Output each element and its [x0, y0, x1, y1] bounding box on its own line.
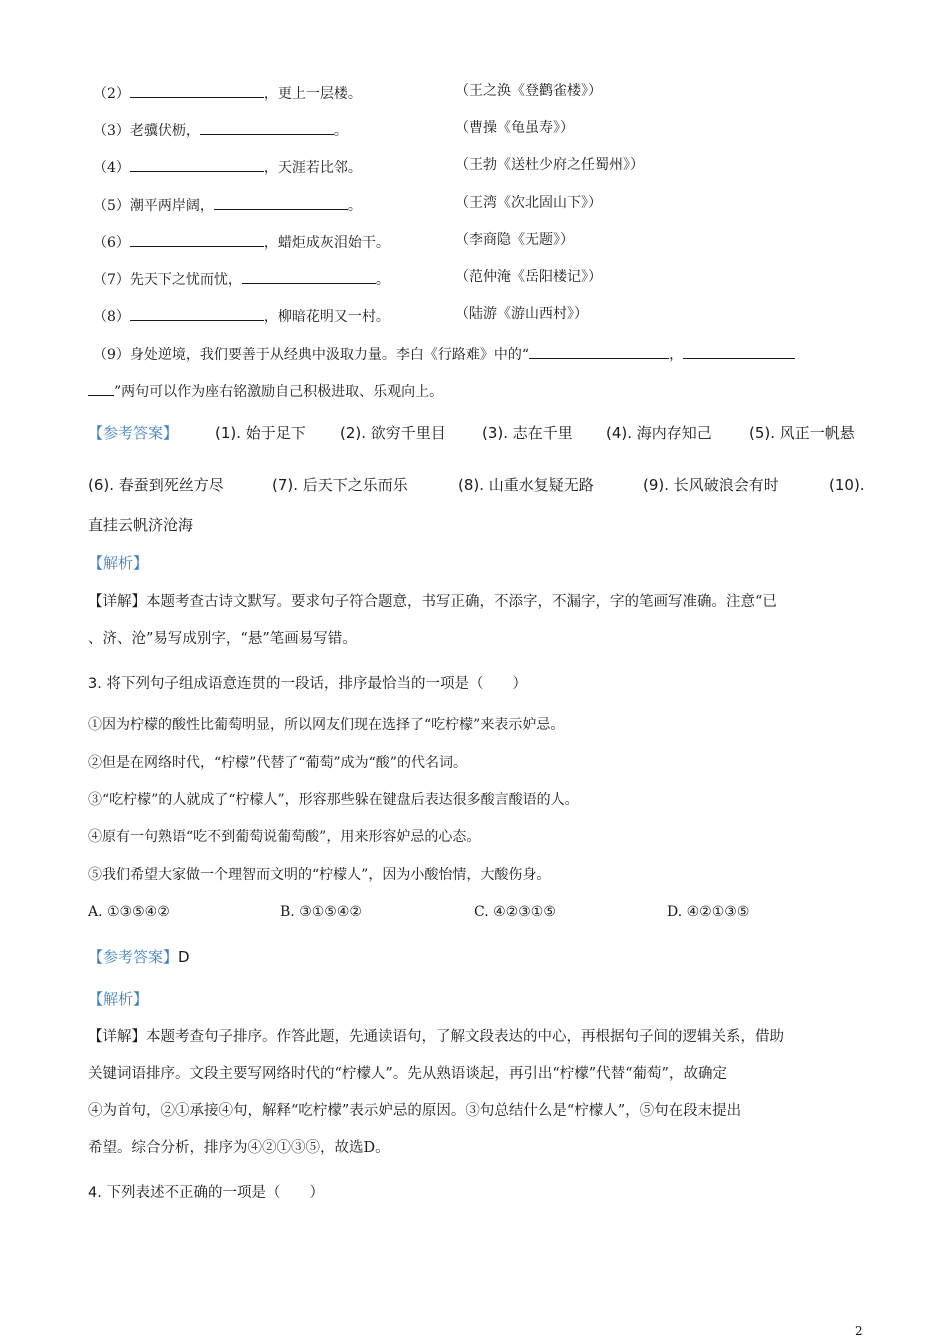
option-b: B. ③①⑤④②	[280, 904, 362, 920]
dictation-line-8	[93, 307, 390, 324]
verse-text: 。	[347, 198, 362, 214]
item-number: （8）	[93, 309, 130, 325]
option-c: C. ④②③①⑤	[474, 904, 556, 920]
item-number: （6）	[93, 235, 130, 251]
verse-text: 潮平两岸阔，	[129, 198, 214, 214]
answer-blank	[88, 382, 114, 396]
poem-source: （陆游《游山西村》）	[455, 306, 588, 322]
answer-blank	[200, 121, 334, 135]
dictation-line-4	[93, 158, 362, 175]
answer-blank	[130, 307, 264, 321]
verse-text: 。	[375, 272, 390, 288]
answer-item: (7). 后天下之乐而乐	[272, 476, 408, 494]
verse-text: ，天涯若比邻。	[263, 160, 362, 176]
analysis-tag: 【解析】	[88, 990, 149, 1008]
detail-text: 希望。综合分析，排序为④②①③⑤，故选D。	[88, 1140, 390, 1156]
question-stem: 3. 将下列句子组成语意连贯的一段话，排序最恰当的一项是（ ）	[88, 676, 527, 692]
answer-value: D	[178, 948, 190, 966]
detail-text: 【详解】本题考查古诗文默写。要求句子符合题意，书写正确，不添字，不漏字，字的笔画写准确。注意“已	[88, 594, 777, 610]
page-number: 2	[855, 1324, 863, 1338]
dictation-line-3	[93, 121, 348, 138]
poem-source: （曹操《龟虽寿》）	[455, 120, 574, 136]
answer-row-1	[88, 426, 178, 441]
answer-item: (6). 春蚕到死丝方尽	[88, 476, 224, 494]
question-stem: 4. 下列表述不正确的一项是（ ）	[88, 1185, 324, 1201]
prompt-text: ”两句可以作为座右铭激励自己积极进取、乐观向上。	[114, 384, 444, 400]
sentence-item: ⑤我们希望大家做一个理智而文明的“柠檬人”，因为小酸怡情，大酸伤身。	[88, 867, 551, 883]
analysis-tag: 【解析】	[88, 554, 149, 572]
poem-source: （王湾《次北固山下》）	[455, 195, 602, 211]
answer-blank	[130, 84, 264, 98]
answer-item: (8). 山重水复疑无路	[458, 476, 594, 494]
answer-blank	[214, 196, 348, 210]
detail-text: 【详解】本题考查句子排序。作答此题，先通读语句，了解文段表达的中心，再根据句子间的逻辑关系，借助	[88, 1029, 784, 1045]
poem-source: （王勃《送杜少府之任蜀州》）	[455, 157, 644, 173]
prompt-text: （9）身处逆境，我们要善于从经典中汲取力量。李白《行路难》中的“	[93, 347, 530, 363]
answer-item: (5). 风正一帆悬	[749, 424, 855, 442]
dictation-line-9	[93, 345, 795, 362]
dictation-line-5	[93, 196, 362, 213]
poem-source: （李商隐《无题》）	[455, 232, 574, 248]
answer-item: (2). 欲穷千里目	[340, 424, 446, 442]
dictation-line-6	[93, 233, 390, 250]
answer-item: (1). 始于足下	[215, 424, 306, 442]
option-d: D. ④②①③⑤	[667, 904, 750, 920]
verse-text: ，柳暗花明又一村。	[263, 309, 390, 325]
answer-item: (4). 海内存知己	[606, 424, 712, 442]
sentence-item: ④原有一句熟语“吃不到葡萄说葡萄酸”，用来形容妒忌的心态。	[88, 829, 481, 845]
answer-item: (9). 长风破浪会有时	[643, 476, 779, 494]
item-number: （5）	[93, 198, 130, 214]
answer-blank	[130, 233, 264, 247]
detail-text: 关键词语排序。文段主要写网络时代的“柠檬人”。先从熟语谈起，再引出“柠檬”代替“葡萄”，故确定	[88, 1066, 727, 1082]
sentence-item: ①因为柠檬的酸性比葡萄明显，所以网友们现在选择了“吃柠檬”来表示妒忌。	[88, 717, 565, 733]
answer-blank	[242, 270, 376, 284]
item-number: （4）	[93, 160, 130, 176]
verse-text: 老骥伏枥，	[129, 123, 200, 139]
dictation-line-9-cont	[88, 382, 443, 399]
verse-text: ，蜡炬成灰泪始干。	[263, 235, 390, 251]
dictation-line-7	[93, 270, 390, 287]
answer-item: 直挂云帆济沧海	[88, 516, 194, 534]
answer-tag: 【参考答案】	[88, 424, 179, 442]
answer-tag: 【参考答案】	[88, 948, 179, 966]
sentence-item: ③“吃柠檬”的人就成了“柠檬人”，形容那些躲在键盘后表达很多酸言酸语的人。	[88, 792, 579, 808]
detail-text: 、济、沧”易写成别字，“悬”笔画易写错。	[88, 631, 357, 647]
sentence-item: ②但是在网络时代，“柠檬”代替了“葡萄”成为“酸”的代名词。	[88, 755, 467, 771]
poem-source: （王之涣《登鹳雀楼》）	[455, 83, 602, 99]
answer-item: (3). 志在千里	[482, 424, 573, 442]
option-a: A. ①③⑤④②	[88, 904, 170, 920]
detail-text: ④为首句，②①承接④句，解释“吃柠檬”表示妒忌的原因。③句总结什么是“柠檬人”，⑤句在段末提出	[88, 1103, 742, 1119]
answer-blank	[130, 158, 264, 172]
poem-source: （范仲淹《岳阳楼记》）	[455, 269, 602, 285]
dictation-line-2	[93, 84, 362, 101]
item-number: （7）	[93, 272, 130, 288]
answer-blank	[529, 345, 669, 359]
item-number: （2）	[93, 86, 130, 102]
verse-text: 。	[333, 123, 348, 139]
separator: ，	[669, 347, 684, 363]
verse-text: ，更上一层楼。	[263, 86, 362, 102]
answer-row-q3	[88, 950, 190, 965]
item-number: （3）	[93, 123, 130, 139]
answer-blank	[683, 345, 795, 359]
answer-item: (10).	[829, 476, 865, 494]
verse-text: 先天下之忧而忧，	[129, 272, 242, 288]
